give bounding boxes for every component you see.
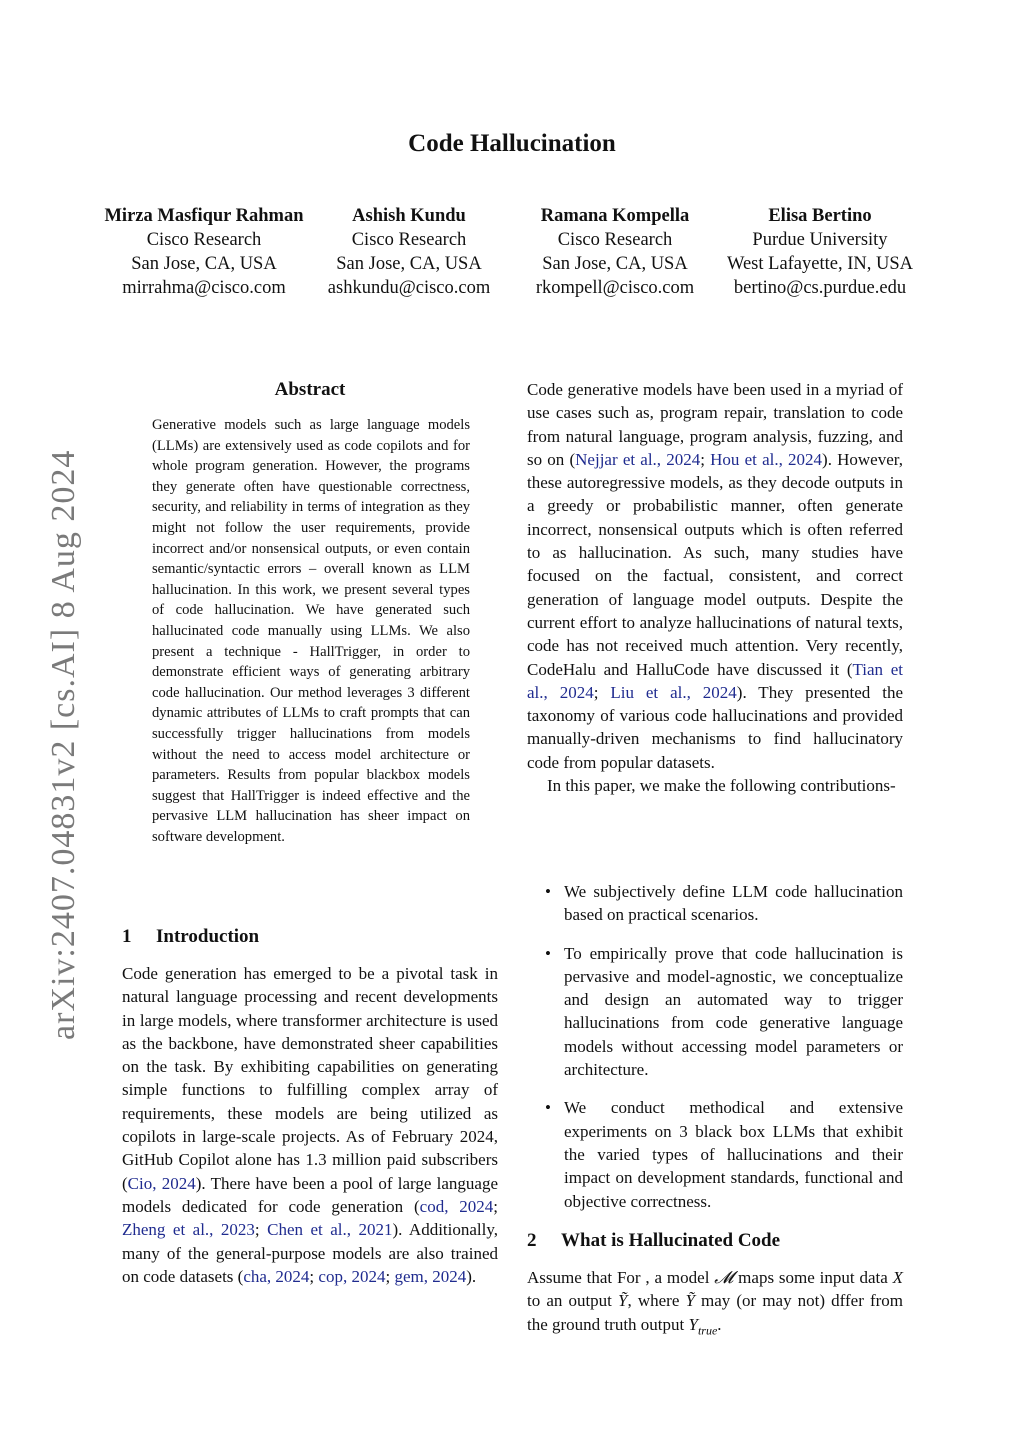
author-affiliation: Cisco Research: [557, 230, 673, 250]
citation-link[interactable]: Liu et al., 2024: [610, 682, 737, 702]
citation-link[interactable]: Cio, 2024: [127, 1173, 196, 1193]
author-block: [0, 204, 1024, 304]
author-location: San Jose, CA, USA: [131, 254, 277, 274]
author-affiliation: Purdue University: [752, 230, 888, 250]
author-affiliation: Cisco Research: [351, 230, 467, 250]
author-email[interactable]: rkompell@cisco.com: [535, 278, 695, 298]
section-number: 1: [122, 926, 132, 947]
section-2-heading: [527, 1230, 780, 1252]
author-location: West Lafayette, IN, USA: [726, 254, 914, 274]
citation-link[interactable]: Nejjar et al., 2024: [575, 449, 701, 469]
list-item: • We conduct methodical and extensive experiments on 3 black box LLMs that exhibit the varied types of hallucinations and their impact on development standards, functional and objective correctness.: [545, 1098, 903, 1211]
author-2: [320, 204, 498, 300]
citation-link[interactable]: cha, 2024: [243, 1266, 310, 1286]
paragraph: Code generative models have been used in a myriad of use cases such as, program repair, translation to code from natural language, program analysis, fuzzing, and so on (Nejjar et al., 2024; Hou et al., 2024). However, these autoregressive models, as they decode outputs in a greedy or probabilistic manner, often generate incorrect, nonsensical outputs which is often referred to as hallucination. As such, many studies have focused on the factual, consistent, and correct generation of language model outputs. Despite the current effort to analyze hallucinations of natural texts, code has not received much attention. Very recently, CodeHalu and HalluCode have discussed it (Tian et al., 2024; Liu et al., 2024). They presented the taxonomy of various code hallucinations and provided manually-driven mechanisms to find hallucinatory code from popular datasets.: [527, 380, 904, 772]
author-3: [524, 204, 706, 300]
citation-link[interactable]: Tian et al., 2024: [527, 659, 903, 702]
citation-link[interactable]: gem, 2024: [394, 1266, 467, 1286]
section-title: What is Hallucinated Code: [561, 1230, 781, 1251]
author-1: [80, 204, 328, 300]
author-email[interactable]: mirrahma@cisco.com: [122, 278, 286, 298]
paragraph: In this paper, we make the following contributions-: [547, 776, 896, 796]
citation-link[interactable]: Zheng et al., 2023: [122, 1220, 255, 1240]
author-email[interactable]: bertino@cs.purdue.edu: [733, 278, 907, 298]
section-number: 2: [527, 1230, 537, 1251]
author-location: San Jose, CA, USA: [336, 254, 482, 274]
section-title: Introduction: [156, 926, 260, 947]
author-name: Elisa Bertino: [768, 206, 872, 226]
section-2-paragraph: Assume that For , a model 𝓜 maps some input data X to an output Ỹ, where Ỹ may (or may not) dffer from the ground truth output $Y_{true}$.: [527, 1268, 904, 1337]
paper-title: Code Hallucination: [408, 130, 616, 157]
list-item: • To empirically prove that code hallucination is pervasive and model-agnostic, we conceptualize and design an automated way to trigger hallucinations from code generative language models without accessing model parameters or architecture.: [545, 943, 903, 1080]
section-1-heading: [122, 926, 259, 948]
author-4: [706, 204, 934, 300]
author-name: Ashish Kundu: [352, 206, 466, 226]
author-location: San Jose, CA, USA: [542, 254, 688, 274]
abstract-heading: Abstract: [274, 379, 346, 400]
contributions-list: [527, 880, 903, 1228]
abstract-text: Generative models such as large language models (LLMs) are extensively used as code copilots and for whole program generation. However, the programs they generate often have questionable correctness, security, and reliability in terms of integration as they might not follow the user requirements, provide incorrect and/or nonsensical outputs, or even contain semantic/syntactic errors – overall known as LLM hallucination. In this work, we present several types of code hallucination. We have generated such hallucinated code manually using LLMs. We also present a technique - HallTrigger, in order to demonstrate efficient ways of generating arbitrary code hallucination. Our method leverages 3 different dynamic attributes of LLMs to craft prompts that can successfully trigger hallucinations from models without the need to access model architecture or parameters. Results from popular blackbox models suggest that HallTrigger is indeed effective and the pervasive LLM hallucination has sheer impact on software development.: [152, 417, 470, 845]
author-name: Ramana Kompella: [540, 206, 690, 226]
author-affiliation: Cisco Research: [146, 230, 262, 250]
right-column-intro: [527, 378, 903, 797]
author-name: Mirza Masfiqur Rahman: [104, 206, 304, 226]
citation-link[interactable]: Chen et al., 2021: [267, 1220, 393, 1240]
citation-link[interactable]: Hou et al., 2024: [710, 449, 823, 469]
citation-link[interactable]: cop, 2024: [318, 1266, 386, 1286]
arxiv-identifier[interactable]: arXiv:2407.04831v2 [cs.AI] 8 Aug 2024: [45, 449, 82, 1040]
list-item: • We subjectively define LLM code hallucination based on practical scenarios.: [545, 882, 903, 925]
citation-link[interactable]: cod, 2024: [419, 1196, 494, 1216]
author-email[interactable]: ashkundu@cisco.com: [327, 278, 491, 298]
introduction-paragraph: Code generation has emerged to be a pivotal task in natural language processing and recent developments in large models, where transformer architecture is used as the backbone, have demonstrated sheer capabilities on the task. By exhibiting capabilities on generating simple functions to fulfilling complex array of requirements, these models are being utilized as copilots in large-scale projects. As of February 2024, GitHub Copilot alone has 1.3 million paid subscribers (Cio, 2024). There have been a pool of large language models dedicated for code generation (cod, 2024; Zheng et al., 2023; Chen et al., 2021). Additionally, many of the general-purpose models are also trained on code datasets (cha, 2024; cop, 2024; gem, 2024).: [122, 964, 499, 1286]
